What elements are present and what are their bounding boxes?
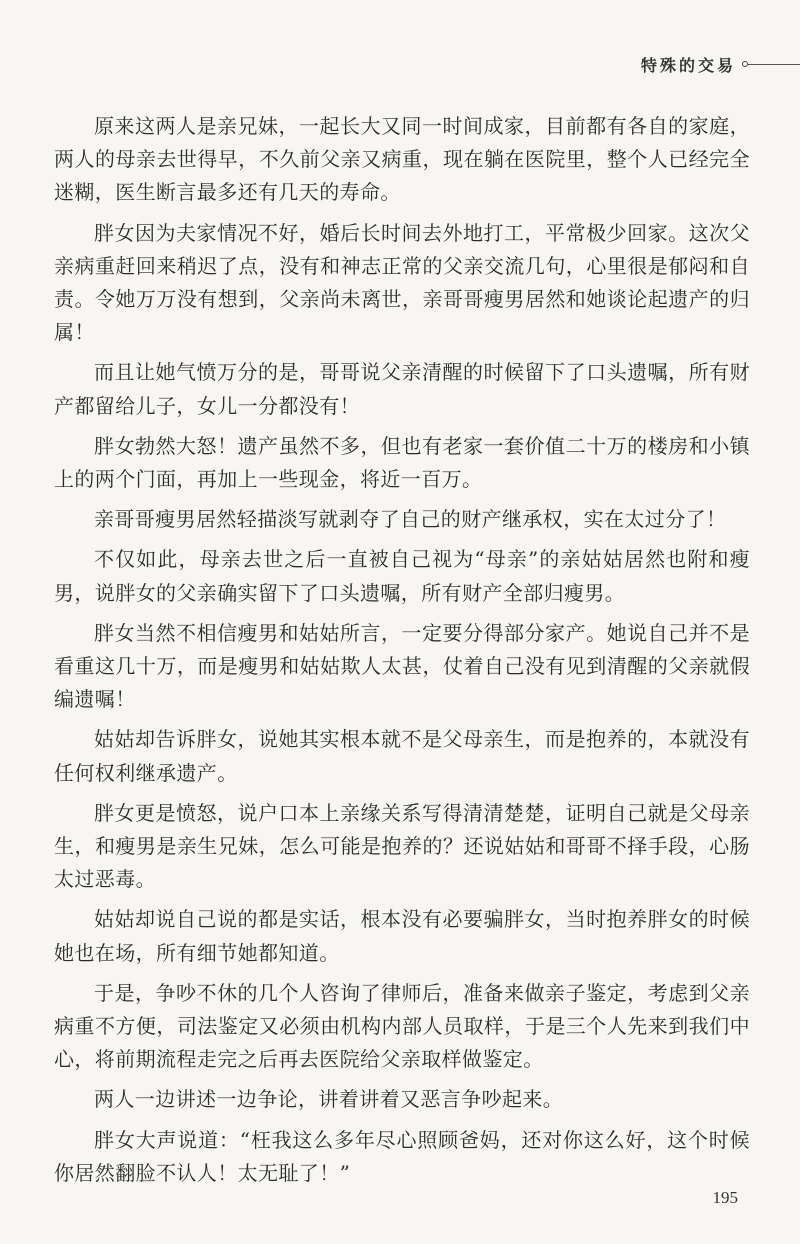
paragraph: 姑姑却告诉胖女，说她其实根本就不是父母亲生，而是抱养的，本就没有任何权利继承遗产。	[54, 727, 750, 785]
page-number: 195	[712, 1188, 738, 1207]
paragraph: 于是，争吵不休的几个人咨询了律师后，准备来做亲子鉴定，考虑到父亲病重不方便，司法鉴定又必须由机构内部人员取样，于是三个人先来到我们中心，将前期流程走完之后再去医院给父亲取样做鉴定。	[54, 980, 750, 1072]
running-header	[641, 52, 800, 76]
chapter-title: 特殊的交易	[640, 55, 736, 75]
header-ornament	[742, 61, 800, 67]
paragraph: 两人一边讲述一边争论，讲着讲着又恶言争吵起来。	[94, 1087, 564, 1112]
paragraph: 胖女勃然大怒！遗产虽然不多，但也有老家一套价值二十万的楼房和小镇上的两个门面，再加上一些现金，将近一百万。	[54, 433, 750, 492]
body-text	[54, 110, 750, 1197]
paragraph: 亲哥哥瘦男居然轻描淡写就剥夺了自己的财产继承权，实在太过分了！	[94, 507, 727, 532]
paragraph: 而且让她气愤万分的是，哥哥说父亲清醒的时候留下了口头遗嘱，所有财产都留给儿子，女儿一分都没有！	[54, 360, 750, 418]
header-rule	[748, 64, 800, 65]
paragraph: 胖女大声说道：“枉我这么多年尽心照顾爸妈，还对你这么好，这个时候你居然翻脸不认人！太无耻了！”	[54, 1127, 750, 1185]
paragraph: 胖女更是愤怒，说户口本上亲缘关系写得清清楚楚，证明自己就是父母亲生，和瘦男是亲生兄妹，怎么可能是抱养的？还说姑姑和哥哥不择手段，心肠太过恶毒。	[54, 800, 750, 892]
paragraph: 胖女当然不相信瘦男和姑姑所言，一定要分得部分家产。她说自己并不是看重这几十万，而是瘦男和姑姑欺人太甚，仗着自己没有见到清醒的父亲就假编遗嘱！	[54, 620, 750, 712]
paragraph: 不仅如此，母亲去世之后一直被自己视为“母亲”的亲姑姑居然也附和瘦男，说胖女的父亲确实留下了口头遗嘱，所有财产全部归瘦男。	[54, 547, 750, 605]
paragraph: 原来这两人是亲兄妹，一起长大又同一时间成家，目前都有各自的家庭，两人的母亲去世得早，不久前父亲又病重，现在躺在医院里，整个人已经完全迷糊，医生断言最多还有几天的寿命。	[54, 114, 750, 205]
paragraph: 姑姑却说自己说的都是实话，根本没有必要骗胖女，当时抱养胖女的时候她也在场，所有细节她都知道。	[54, 907, 750, 965]
paragraph: 胖女因为夫家情况不好，婚后长时间去外地打工，平常极少回家。这次父亲病重赶回来稍迟了点，没有和神志正常的父亲交流几句，心里很是郁闷和自责。令她万万没有想到，父亲尚未离世，亲哥哥瘦男居然和她谈论起遗产的归属！	[54, 220, 750, 345]
